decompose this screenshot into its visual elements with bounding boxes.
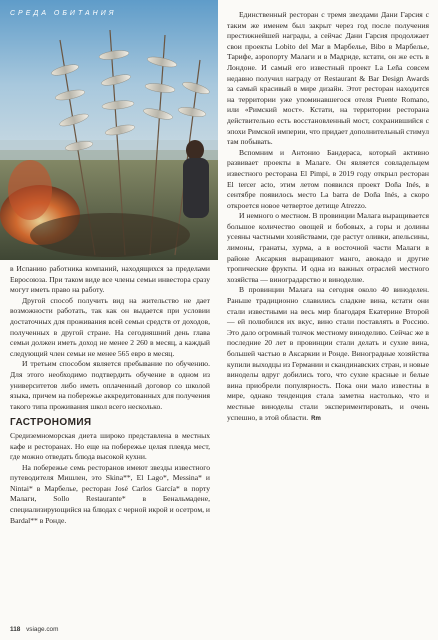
right-paragraph-1: Единственный ресторан с тремя звездами Дани Гарсия с таким же именем был закрыт через год после получения престижнейшей награды, а сейчас Дани Гарсия продолжает свои проекты Lobito del Mar в Марбелье, Bibo в Марбелье, Тарифе, аэропорту Малаги и в Мадриде, кстати, он же есть в Лондоне. И самый его известный проект La Leña совсем недавно получил награду от Restaurant & Bar Design Awards за самый красивый в мире дизайн. Этот ресторан находится на территории уже упоминавшегося отеля Puente Romano, или «Римский мост». Кстати, на территории ресторана действительно есть восстановленный мост, сохранившийся с эпохи Римской империи, что придает дополнительный стимул там побывать.	[227, 10, 429, 147]
section-label: СРЕДА ОБИТАНИЯ	[10, 10, 117, 17]
right-paragraph-4-text: В провинции Малага на сегодня около 40 виноделен. Раньше традиционно славились сладкие вина, кстати они стали известными на весь мир благодаря Екатерине Второй — ей полюбился их вкус, вино стали поставлять в Россию. Это дало огромный толчок местному виноделию. Сейчас же в последние 20 лет в провинции стали делать и сухие вина, большей частью в Аксаркии и Ронде. Виноградные хозяйства купили выходцы из Германии и скандинавских стран, и новые виноделы вдруг добились того, что сухие красные и белые вина приобрели популярность. Пока они мало известны в мире, однако тенденция стала заметна настолько, что и местные виноделы стали экспериментировать, и очень успешно, в этой области.	[227, 285, 429, 422]
right-paragraph-4	[227, 285, 429, 424]
left-paragraph-4: Средиземноморская диета широко представлена в местных кафе и ресторанах. Но еще на побережье целая плеяда мест, где можно отведать блюда высокой кухни.	[10, 430, 210, 462]
left-paragraph-5: На побережье семь ресторанов имеют звезды известного путеводителя Мишлен, это Skina**, El Lago*, Messina* и Nintai* в Марбелье, ресторан José Carlos García* в порту Малаги, Sollo Restaurante* в Бенальмадене, специализирующийся на блюдах с черной икрой и осетром, и Bardal** в Ронде.	[10, 462, 210, 525]
left-paragraph-2: Другой способ получить вид на жительство не дает возможности работать, так как он выдается при условии достаточных для проживания всей семьи средств от доходов, полученных в другой стране. На сегодняшний день глава семьи должен иметь доход не менее 2 260 в месяц, а каждый следующий член семьи не менее 565 евро в месяц.	[10, 295, 210, 358]
left-paragraph-3: И третьим способом является пребывание по обучению. Для этого необходимо подтвердить обучение в одном из университетов либо иметь оплаченный договор со школой языка, причем на побережье аккредитованных для получения такого типа проживания школ всего несколько.	[10, 359, 210, 411]
page-footer	[10, 626, 58, 633]
site-url: vsiage.com	[26, 626, 59, 633]
gastronomy-heading: ГАСТРОНОМИЯ	[10, 417, 92, 429]
right-column	[227, 10, 429, 424]
right-paragraph-2: Вспомним и Антонио Бандераса, который активно развивает проекты в Малаге. Он является совладельцем известного ресторана El Pimpi, в 2019 году открыл ресторан El tercer acto, этим летом появился проект Doña Inés, в сентябре появилось место La barra de Doña Inés, а скоро откроется новое четвертое детище Atrezzo.	[227, 147, 429, 210]
right-paragraph-3: И немного о местном. В провинции Малага выращивается большое количество овощей и бобовых, а горы и долины усеяны частными хозяйствами, где растут оливки, апельсины, лимоны, гранаты, хурма, а в восточной части Малаги в районе Аксаркия выращивают манго, авокадо и другие тропические фрукты. И одна из важных отраслей местного хозяйства — виноградарство и виноделие.	[227, 211, 429, 284]
sardine-skewers-photo	[0, 0, 218, 260]
end-mark: Rm	[311, 415, 321, 422]
left-paragraph-1: в Испанию работника компаний, находящихся за пределами Евросоюза. При таком виде все члены семьи инвестора сразу могут иметь право на работу.	[10, 264, 210, 295]
sardine-skewers-illustration	[0, 0, 218, 260]
page-number: 118	[10, 626, 21, 633]
left-column	[10, 264, 210, 526]
